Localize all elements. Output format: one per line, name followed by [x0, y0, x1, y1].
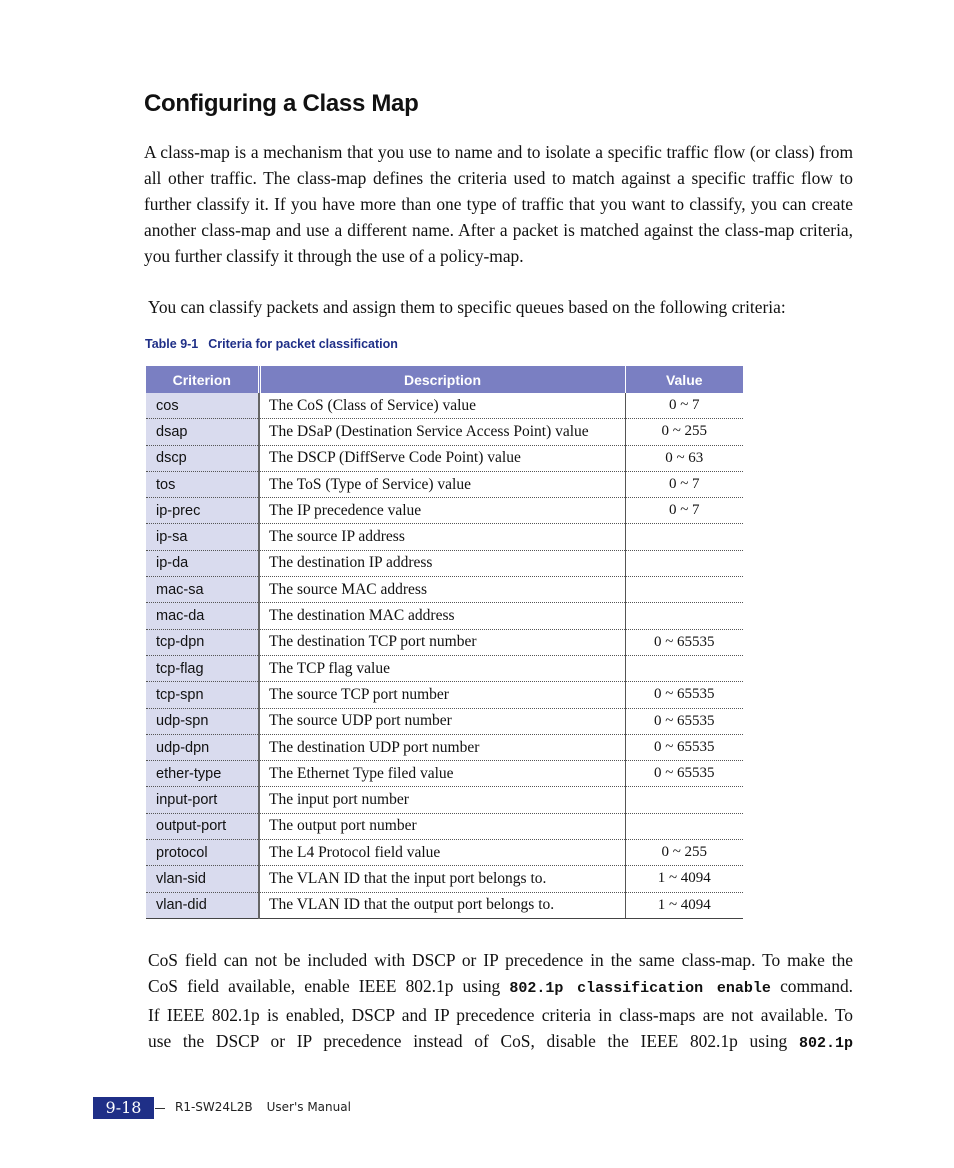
- criterion-cell: udp-dpn: [146, 734, 259, 760]
- cos-note-paragraph: [148, 947, 853, 1057]
- description-cell: The source IP address: [259, 524, 625, 550]
- page-title: Configuring a Class Map: [144, 90, 419, 117]
- footer-manual-title: [175, 1100, 351, 1114]
- description-cell: The destination MAC address: [259, 603, 625, 629]
- criterion-cell: udp-spn: [146, 708, 259, 734]
- page-number: 9-18: [93, 1097, 154, 1119]
- table-caption-number: Table 9-1: [145, 337, 199, 351]
- criteria-intro: You can classify packets and assign them to specific queues based on the following criteria:: [148, 297, 786, 317]
- value-cell: [625, 603, 743, 629]
- description-cell: The source TCP port number: [259, 682, 625, 708]
- description-cell: The DSCP (DiffServe Code Point) value: [259, 445, 625, 471]
- criterion-cell: mac-da: [146, 603, 259, 629]
- table-row: [146, 550, 743, 576]
- description-cell: The L4 Protocol field value: [259, 840, 625, 866]
- value-cell: [625, 524, 743, 550]
- criterion-cell: tcp-spn: [146, 682, 259, 708]
- description-cell: The IP precedence value: [259, 498, 625, 524]
- cos-note-line-2: [148, 973, 853, 1002]
- description-cell: The VLAN ID that the input port belongs to.: [259, 866, 625, 892]
- criterion-cell: dsap: [146, 419, 259, 445]
- description-cell: The output port number: [259, 813, 625, 839]
- criterion-cell: ip-prec: [146, 498, 259, 524]
- description-cell: The destination UDP port number: [259, 734, 625, 760]
- value-cell: 1 ~ 4094: [625, 866, 743, 892]
- criterion-cell: vlan-did: [146, 892, 259, 918]
- cos-note-line-3: If IEEE 802.1p is enabled, DSCP and IP precedence criteria in class-maps are not available. To: [148, 1005, 853, 1025]
- criterion-cell: vlan-sid: [146, 866, 259, 892]
- footer-product: R1-SW24L2B: [175, 1100, 253, 1114]
- table-row: [146, 813, 743, 839]
- footer-divider: [155, 1108, 165, 1109]
- cos-note-line-4-text: use the DSCP or IP precedence instead of CoS, disable the IEEE 802.1p using: [148, 1031, 788, 1051]
- criteria-table: [146, 366, 743, 919]
- table-row: [146, 471, 743, 497]
- value-cell: [625, 787, 743, 813]
- description-cell: The destination TCP port number: [259, 629, 625, 655]
- description-cell: The ToS (Type of Service) value: [259, 471, 625, 497]
- value-cell: [625, 577, 743, 603]
- header-description: Description: [259, 366, 625, 393]
- table-row: [146, 708, 743, 734]
- criterion-cell: protocol: [146, 840, 259, 866]
- criterion-cell: ip-sa: [146, 524, 259, 550]
- value-cell: 0 ~ 65535: [625, 629, 743, 655]
- criterion-cell: tos: [146, 471, 259, 497]
- value-cell: [625, 655, 743, 681]
- table-row: [146, 419, 743, 445]
- table-header-row: [146, 366, 743, 393]
- table-row: [146, 840, 743, 866]
- table-caption-title: Criteria for packet classification: [208, 337, 398, 351]
- description-cell: The destination IP address: [259, 550, 625, 576]
- table-row: [146, 393, 743, 419]
- value-cell: 0 ~ 255: [625, 840, 743, 866]
- footer-manual: User's Manual: [266, 1100, 351, 1114]
- criterion-cell: mac-sa: [146, 577, 259, 603]
- table-row: [146, 866, 743, 892]
- criterion-cell: output-port: [146, 813, 259, 839]
- criterion-cell: tcp-flag: [146, 655, 259, 681]
- intro-paragraph: A class-map is a mechanism that you use to name and to isolate a specific traffic flow (or class) from all other traffic. The class-map defines the criteria used to match against a specific traffic flow to further classify it. If you have more than one type of traffic that you want to classify, you can create another class-map and use a different name. After a packet is matched against the class-map criteria, you further classify it through the use of a policy-map.: [144, 142, 853, 266]
- description-cell: The TCP flag value: [259, 655, 625, 681]
- criterion-cell: cos: [146, 393, 259, 419]
- description-cell: The source UDP port number: [259, 708, 625, 734]
- description-cell: The source MAC address: [259, 577, 625, 603]
- description-cell: The CoS (Class of Service) value: [259, 393, 625, 419]
- cos-note-line-4: [148, 1028, 853, 1057]
- criterion-cell: tcp-dpn: [146, 629, 259, 655]
- enable-command-code: 802.1p classification enable: [509, 980, 771, 997]
- value-cell: 1 ~ 4094: [625, 892, 743, 918]
- criterion-cell: ether-type: [146, 761, 259, 787]
- cos-note-line-1: CoS field can not be included with DSCP or IP precedence in the same class-map. To make the: [148, 950, 853, 970]
- value-cell: 0 ~ 65535: [625, 708, 743, 734]
- header-criterion: Criterion: [146, 366, 259, 393]
- cos-note-line-2-text: CoS field available, enable IEEE 802.1p using: [148, 976, 501, 996]
- description-cell: The Ethernet Type filed value: [259, 761, 625, 787]
- value-cell: 0 ~ 7: [625, 498, 743, 524]
- value-cell: [625, 550, 743, 576]
- disable-command-code: 802.1p: [798, 1035, 853, 1052]
- cos-note-line-2-end: command.: [780, 976, 853, 996]
- value-cell: 0 ~ 65535: [625, 761, 743, 787]
- description-cell: The DSaP (Destination Service Access Point) value: [259, 419, 625, 445]
- value-cell: 0 ~ 7: [625, 471, 743, 497]
- value-cell: 0 ~ 65535: [625, 682, 743, 708]
- table-row: [146, 734, 743, 760]
- table-row: [146, 761, 743, 787]
- table-row: [146, 524, 743, 550]
- value-cell: 0 ~ 255: [625, 419, 743, 445]
- criterion-cell: dscp: [146, 445, 259, 471]
- value-cell: 0 ~ 65535: [625, 734, 743, 760]
- value-cell: [625, 813, 743, 839]
- table-row: [146, 445, 743, 471]
- description-cell: The VLAN ID that the output port belongs to.: [259, 892, 625, 918]
- table-row: [146, 498, 743, 524]
- criterion-cell: input-port: [146, 787, 259, 813]
- value-cell: 0 ~ 7: [625, 393, 743, 419]
- table-row: [146, 892, 743, 918]
- table-row: [146, 787, 743, 813]
- table-row: [146, 629, 743, 655]
- header-value: Value: [625, 366, 743, 393]
- description-cell: The input port number: [259, 787, 625, 813]
- table-row: [146, 577, 743, 603]
- table-row: [146, 682, 743, 708]
- table-row: [146, 603, 743, 629]
- criterion-cell: ip-da: [146, 550, 259, 576]
- table-caption: [145, 337, 398, 351]
- table-row: [146, 655, 743, 681]
- value-cell: 0 ~ 63: [625, 445, 743, 471]
